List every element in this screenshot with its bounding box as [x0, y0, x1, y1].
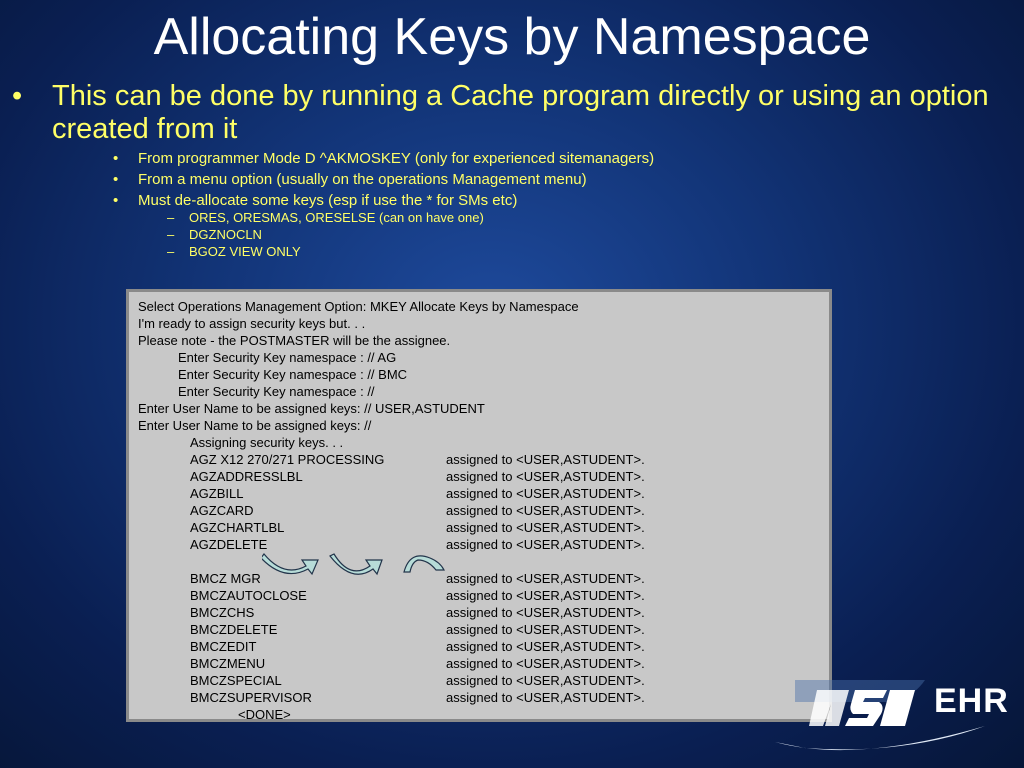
sub-bullet-text: From a menu option (usually on the operations Management menu): [138, 171, 587, 188]
terminal-line: Enter Security Key namespace : // BMC: [178, 367, 408, 382]
curved-arrow-icon: [330, 554, 382, 574]
dash-marker: –: [167, 210, 175, 225]
done-line: <DONE>: [238, 707, 291, 722]
bullet-marker: •: [113, 150, 119, 167]
curved-arrow-icon: [262, 554, 318, 574]
curved-arrow-icon: [404, 556, 444, 572]
assigned-text: assigned to <USER,ASTUDENT>.: [446, 469, 645, 484]
terminal-screenshot: [126, 289, 832, 722]
sub-sub-bullet-text: BGOZ VIEW ONLY: [189, 244, 301, 259]
terminal-line: Enter User Name to be assigned keys: //: [138, 418, 372, 433]
sub-bullet-text: Must de-allocate some keys (esp if use the * for SMs etc): [138, 192, 518, 209]
assigned-text: assigned to <USER,ASTUDENT>.: [446, 656, 645, 671]
terminal-line: Select Operations Management Option: MKEY Allocate Keys by Namespace: [138, 299, 579, 314]
key-name: BMCZ MGR: [190, 571, 261, 586]
main-bullet-text: This can be done by running a Cache program directly or using an option created from it: [52, 80, 989, 145]
assigned-text: assigned to <USER,ASTUDENT>.: [446, 486, 645, 501]
terminal-line: Assigning security keys. . .: [190, 435, 344, 450]
assigned-text: assigned to <USER,ASTUDENT>.: [446, 605, 645, 620]
assigned-text: assigned to <USER,ASTUDENT>.: [446, 452, 645, 467]
key-name: BMCZSUPERVISOR: [190, 690, 312, 705]
slide-title: Allocating Keys by Namespace: [153, 8, 871, 66]
key-name: AGZDELETE: [190, 537, 268, 552]
terminal-line: Enter User Name to be assigned keys: // USER,ASTUDENT: [138, 401, 485, 416]
assigned-text: assigned to <USER,ASTUDENT>.: [446, 588, 645, 603]
assigned-text: assigned to <USER,ASTUDENT>.: [446, 537, 645, 552]
sub-bullet: [113, 171, 587, 189]
sub-sub-bullet: [167, 210, 484, 226]
terminal-line: Enter Security Key namespace : // AG: [178, 350, 397, 365]
key-name: AGZBILL: [190, 486, 244, 501]
key-name: AGZCHARTLBL: [190, 520, 285, 535]
assigned-text: assigned to <USER,ASTUDENT>.: [446, 503, 645, 518]
bullet-marker: •: [12, 80, 23, 112]
main-bullet: [12, 80, 1012, 146]
sub-bullet: [113, 192, 517, 210]
sub-bullet-text: From programmer Mode D ^AKMOSKEY (only for experienced sitemanagers): [138, 150, 655, 167]
sub-bullet: [113, 150, 654, 168]
terminal-line: Enter Security Key namespace : //: [178, 384, 375, 399]
key-name: BMCZMENU: [190, 656, 266, 671]
bullet-marker: •: [113, 192, 119, 209]
assigned-text: assigned to <USER,ASTUDENT>.: [446, 622, 645, 637]
key-name: BMCZCHS: [190, 605, 255, 620]
bullet-marker: •: [113, 171, 119, 188]
key-name: AGZ X12 270/271 PROCESSING: [190, 452, 385, 467]
terminal-line: I'm ready to assign security keys but. . .: [138, 316, 366, 331]
key-name: AGZADDRESSLBL: [190, 469, 303, 484]
key-name: BMCZSPECIAL: [190, 673, 282, 688]
assigned-text: assigned to <USER,ASTUDENT>.: [446, 673, 645, 688]
key-name: BMCZAUTOCLOSE: [190, 588, 307, 603]
assigned-text: assigned to <USER,ASTUDENT>.: [446, 520, 645, 535]
dash-marker: –: [167, 244, 175, 259]
assigned-text: assigned to <USER,ASTUDENT>.: [446, 639, 645, 654]
key-name: BMCZDELETE: [190, 622, 278, 637]
sub-sub-bullet-text: DGZNOCLN: [189, 227, 262, 242]
assigned-text: assigned to <USER,ASTUDENT>.: [446, 690, 645, 705]
sub-sub-bullet: [167, 227, 262, 243]
key-name: AGZCARD: [190, 503, 254, 518]
dash-marker: –: [167, 227, 175, 242]
logo-text: EHR: [934, 682, 1009, 720]
sub-sub-bullet-text: ORES, ORESMAS, ORESELSE (can on have one): [189, 210, 484, 225]
key-name: BMCZEDIT: [190, 639, 257, 654]
terminal-line: Please note - the POSTMASTER will be the assignee.: [138, 333, 451, 348]
curved-arrows: [262, 552, 452, 578]
assigned-text: assigned to <USER,ASTUDENT>.: [446, 571, 645, 586]
sub-sub-bullet: [167, 244, 301, 260]
